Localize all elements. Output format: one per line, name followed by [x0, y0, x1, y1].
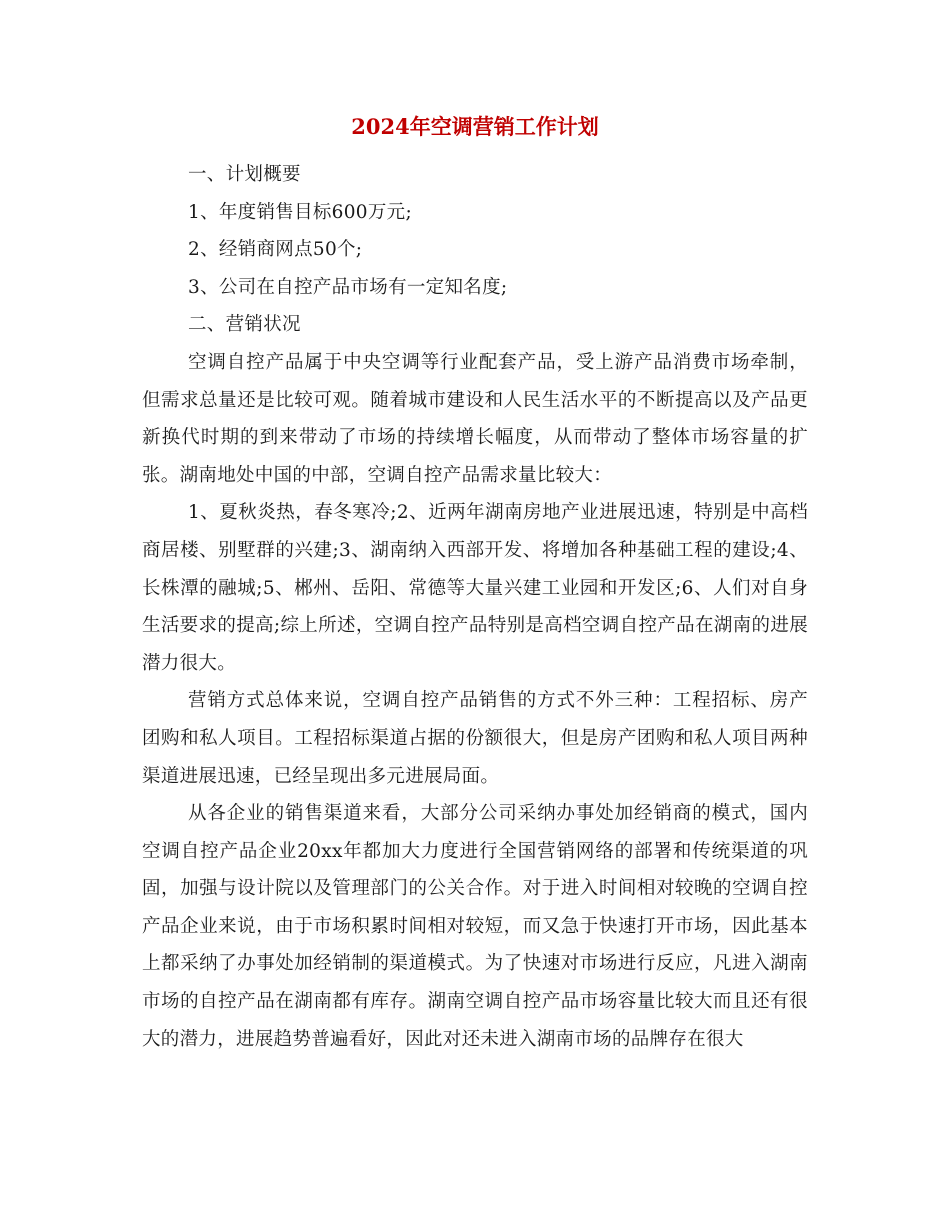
list-item-sales-target: 1、年度销售目标600万元; — [188, 201, 413, 223]
list-item-dealer-outlets: 2、经销商网点50个; — [188, 239, 363, 261]
paragraph-market-overview: 空调自控产品属于中央空调等行业配套产品，受上游产品消费市场牵制，但需求总量还是比较可观。随着城市建设和人民生活水平的不断提高以及产品更新换代时期的到来带动了市场的持续增长幅度，从而带动了整体市场容量的扩张。湖南地处中国的中部，空调自控产品需求量比较大： — [142, 351, 808, 486]
paragraph-sales-channels: 从各企业的销售渠道来看，大部分公司采纳办事处加经销商的模式，国内空调自控产品企业20xx年都加大力度进行全国营销网络的部署和传统渠道的巩固，加强与设计院以及管理部门的公关合作。对于进入时间相对较晚的空调自控产品企业来说，由于市场积累时间相对较短，而又急于快速打开市场，因此基本上都采纳了办事处加经销制的渠道模式。为了快速对市场进行反应，凡进入湖南市场的自控产品在湖南都有库存。湖南空调自控产品市场容量比较大而且还有很大的潜力，进展趋势普遍看好，因此对还未进入湖南市场的品牌存在很大 — [142, 803, 808, 1050]
section-heading-marketing-status: 二、营销状况 — [188, 314, 301, 336]
document-title: 2024年空调营销工作计划 — [351, 114, 599, 139]
paragraph-growth-factors: 1、夏秋炎热，春冬寒冷;2、近两年湖南房地产业进展迅速，特别是中高档商居楼、别墅群的兴建;3、湖南纳入西部开发、将增加各种基础工程的建设;4、长株潭的融城;5、郴州、岳阳、常德等大量兴建工业园和开发区;6、人们对自身生活要求的提高;综上所述，空调自控产品特别是高档空调自控产品在湖南的进展潜力很大。 — [142, 502, 808, 674]
paragraph-sales-methods: 营销方式总体来说，空调自控产品销售的方式不外三种：工程招标、房产团购和私人项目。工程招标渠道占据的份额很大，但是房产团购和私人项目两种渠道进展迅速，已经呈现出多元进展局面。 — [142, 690, 808, 787]
list-item-brand-awareness: 3、公司在自控产品市场有一定知名度; — [188, 276, 508, 298]
section-heading-overview: 一、计划概要 — [188, 164, 301, 185]
document-body — [142, 156, 808, 1058]
